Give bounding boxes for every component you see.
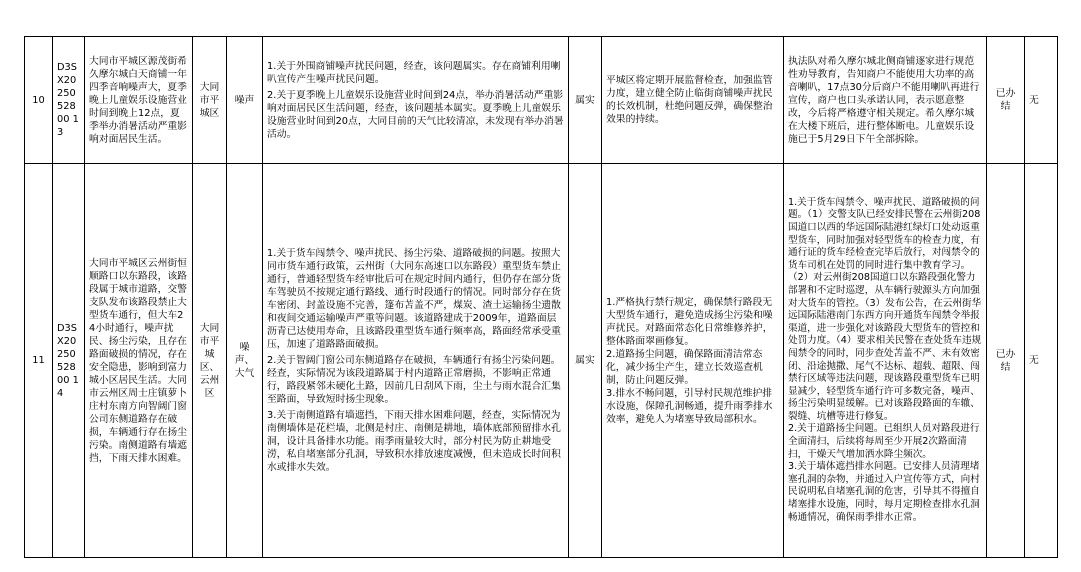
investigation-findings	[263, 37, 569, 164]
is-true: 属实	[569, 37, 602, 164]
rectification-plan: 平城区将定期开展监督检查，加强监管力度，建立健全防止临街商铺噪声扰民的长效机制，杜绝问题反弹，确保整治效果的持续。	[602, 37, 784, 164]
region: 大同市平城区	[193, 37, 227, 164]
finding-paragraph: 1.关于货车闯禁令、噪声扰民、扬尘污染、道路破损的问题。按照大同市货车通行政策，云州街（大同东高速口以东路段）重型货车禁止通行，普通轻型货车经审批后可在规定时间内通行，但仍存在部分货车驾驶员不按规定通行路线、通行时段通行的情况。同时部分存在货车密闭、封盖设施不完善，篷布苫盖不严，煤炭、渣土运输扬尘遗散和夜间交通运输噪声严重等问题。该道路建成于2009年，道路面层沥青已达使用寿命，且该路段重型货车通行频率高，路面经常承受重压，加速了道路路面破损。	[267, 248, 561, 350]
row-index: 11	[25, 164, 53, 558]
investigation-findings	[263, 164, 569, 558]
region: 大同市平城区、云州区	[193, 164, 227, 558]
completion-status: 已办结	[987, 37, 1025, 164]
completion-status: 已办结	[987, 164, 1025, 558]
accountability: 无	[1025, 37, 1058, 164]
pollution-type: 噪声、大气	[227, 164, 263, 558]
rectification-status: 1.关于货车闯禁令、噪声扰民、道路破损的问题。（1）交警支队已经安排民警在云州街208国道口以西的华远国际陆港红绿灯口处动返重型货车，同时加强对轻型货车的检查力度，有通行证的货车经检查完毕后放行，对闯禁令的货车司机在处罚的同时进行集中教育学习。（2）对云州街208国道口以东路段强化警力部署和不定时巡逻，从车辆行驶源头方向加强对大货车的管控。（3）发布公告，在云州街华远国际陆港南门东西方向开通货车闯禁令举报渠道，进一步强化对该路段大型货车的管控和处罚力度。（4）要求相关民警在查处货车违规闯禁令的同时，同步查处苫盖不严、未有效密闭、沿途抛撒、尾气不达标、超载、超限、闯禁行区域等违法问题，现该路段重型货车已明显减少，轻型货车通行许可多数完备，噪声、扬尘污染明显缓解。已对该路段路面的车辙、裂缝、坑槽等进行修复。 2.关于道路扬尘问题。已组织人员对路段进行全面清扫，后续将每周至少开展2次路面清扫，干燥天气增加洒水降尘频次。 3.关于墙体遮挡排水问题。已安排人员清理堵塞孔洞的杂物，并通过入户宣传等方式，向村民说明私自堵塞孔洞的危害，引导其不得擅自堵塞排水设施，同时，每月定期检查排水孔洞畅通情况，确保雨季排水正常。	[784, 164, 987, 558]
complaint-content: 大同市平城区源茂街希久摩尔城白天商铺一年四季音响噪声大，夏季晚上儿童娱乐设施营业时间到晚上12点，夏季举办消暑活动严重影响对面居民生活。	[85, 37, 193, 164]
table-row	[25, 164, 1058, 558]
pollution-type: 噪声	[227, 37, 263, 164]
complaint-content: 大同市平城区云州街恒顺路口以东路段，该路段属于城市道路，交警支队发布该路段禁止大型货车通行，但大车24小时通行，噪声扰民、扬尘污染，且存在路面破损的情况，存在安全隐患，影响到富力城小区居民生活。大同市云州区周士庄镇萝卜庄村东南方向智阔门窗公司东侧道路存在破损，车辆通行存在扬尘污染。南侧道路有墙遮挡，下雨天排水困难。	[85, 164, 193, 558]
accountability: 无	[1025, 164, 1058, 558]
case-table	[24, 36, 1058, 558]
rectification-status: 执法队对希久摩尔城北侧商铺逐家进行规范性劝导教育，告知商户不能使用大功率的高音喇叭，17点30分后商户不能用喇叭再进行宣传，商户也口头承诺认同，表示愿意整改，今后将严格遵守相关规定。希久摩尔城在大楼下班后，进行整体断电。儿童娱乐设施已于5月29日下午全部拆除。	[784, 37, 987, 164]
case-code: D3SX2025052800 14	[53, 164, 85, 558]
finding-paragraph: 3.关于南侧道路有墙遮挡，下雨天排水困难问题，经查，实际情况为南侧墙体是花栏墙，北侧是村庄、南侧是耕地，墙体底部预留排水孔洞，设计具备排水功能。雨季雨量较大时，部分村民为防止耕地受涝，私自堵塞部分孔洞，导致积水排放速度减慢，但未造成长时间积水或排水失效。	[267, 410, 561, 473]
finding-paragraph: 2.关于智阔门窗公司东侧道路存在破损，车辆通行有扬尘污染问题。经查，实际情况为该段道路属于村内道路正常磨损，不影响正常通行，路段紧邻未硬化土路，因前几日刮风下雨，尘土与雨水混合汇集至路面，导致短时扬尘现象。	[267, 355, 561, 405]
row-index: 10	[25, 37, 53, 164]
finding-paragraph: 2.关于夏季晚上儿童娱乐设施营业时间到24点，举办消暑活动严重影响对面居民区生活问题，经查，该问题基本属实。夏季晚上儿童娱乐设施营业时间到20点，大同目前的天气比较清凉，未发现有举办消暑活动。	[267, 89, 564, 140]
is-true: 属实	[569, 164, 602, 558]
case-code: D3SX2025052800 13	[53, 37, 85, 164]
table-row	[25, 37, 1058, 164]
rectification-plan: 1.严格执行禁行规定，确保禁行路段无大型货车通行，避免造成扬尘污染和噪声扰民。对路面常态化日常维修养护，整体路面翠画修复。 2.道路扬尘问题，确保路面清洁常态化，减少扬尘产生，建立长效巡查机制，防止问题反弹。 3.排水不畅问题，引导村民规范维护排水设施，保障孔洞畅通，提升雨季排水效率，避免人为堵塞导致局部积水。	[602, 164, 784, 558]
finding-paragraph: 1.关于外围商铺噪声扰民问题，经查，该问题属实。存在商铺利用喇叭宣传产生噪声扰民问题。	[267, 60, 561, 85]
